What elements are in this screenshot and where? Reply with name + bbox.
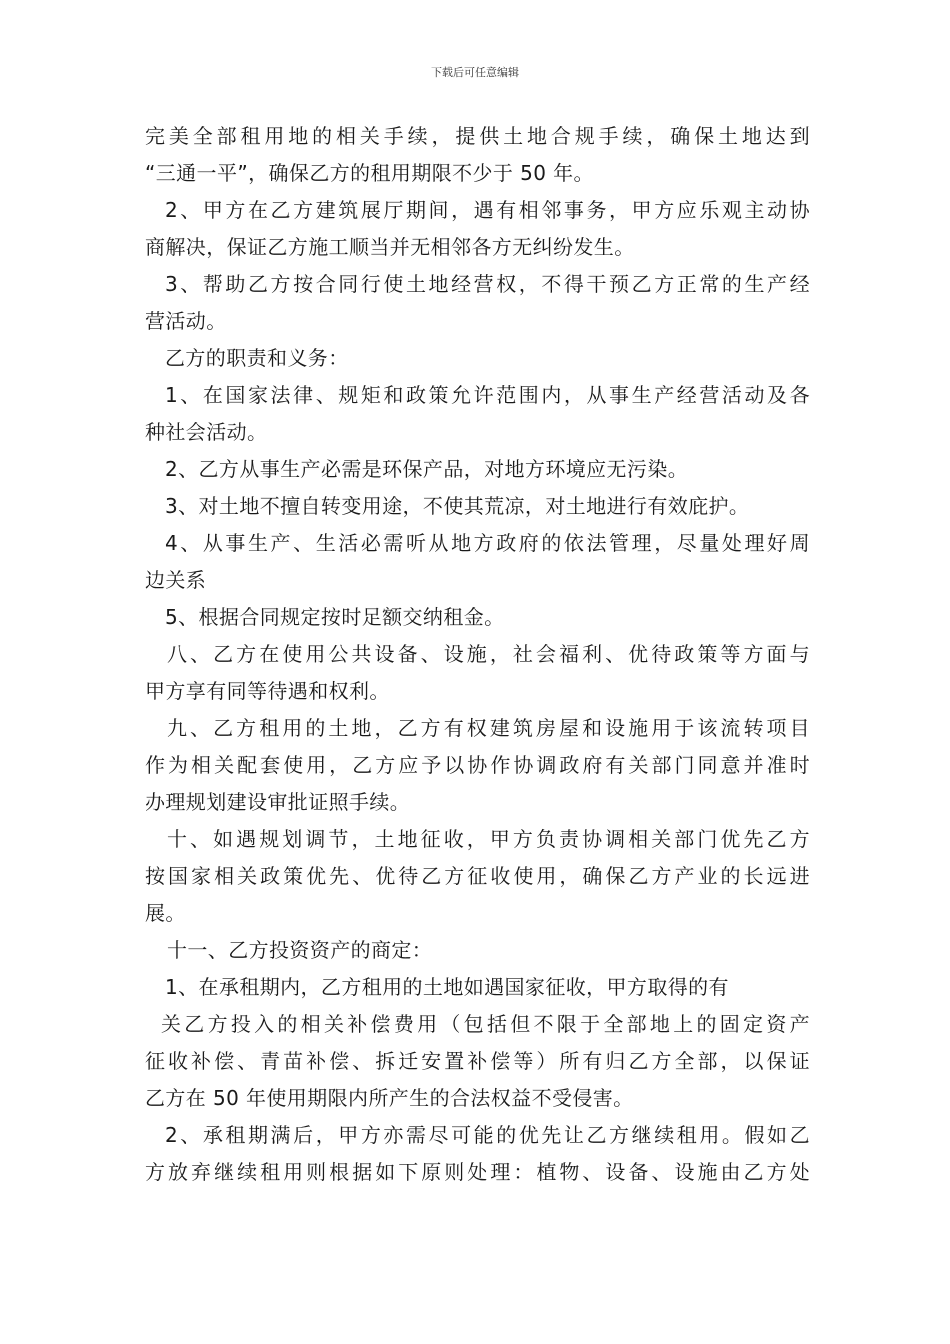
text-line: 展。 [145, 901, 186, 925]
text-line: 乙方在 50 年使用期限内所产生的合法权益不受侵害。 [145, 1086, 634, 1110]
document-body [145, 118, 810, 1191]
text-line: 1、在承租期内，乙方租用的土地如遇国家征收，甲方取得的有 [165, 975, 729, 999]
text-line: “三通一平”，确保乙方的租用期限不少于 50 年。 [145, 161, 594, 185]
text-line: 4、从事生产、生活必需听从地方政府的依法管理，尽量处理好周 [165, 531, 810, 555]
text-line: 作为相关配套使用，乙方应予以协作协调政府有关部门同意并准时 [145, 753, 810, 777]
text-line: 边关系 [145, 568, 207, 592]
text-line: 征收补偿、青苗补偿、拆迁安置补偿等）所有归乙方全部，以保证 [145, 1049, 810, 1073]
text-line: 1、在国家法律、规矩和政策允许范围内，从事生产经营活动及各 [165, 383, 810, 407]
text-line: 按国家相关政策优先、优待乙方征收使用，确保乙方产业的长远进 [145, 864, 810, 888]
text-line: 九、乙方租用的土地，乙方有权建筑房屋和设施用于该流转项目 [167, 716, 810, 740]
text-line: 2、承租期满后，甲方亦需尽可能的优先让乙方继续租用。假如乙 [165, 1123, 810, 1147]
text-line: 3、对土地不擅自转变用途，不使其荒凉，对土地进行有效庇护。 [165, 494, 750, 518]
text-line: 乙方的职责和义务： [165, 346, 349, 370]
text-line: 2、甲方在乙方建筑展厅期间，遇有相邻事务，甲方应乐观主动协 [165, 198, 810, 222]
text-line: 营活动。 [145, 309, 227, 333]
text-line: 种社会活动。 [145, 420, 268, 444]
text-line: 八、乙方在使用公共设备、设施，社会福利、优待政策等方面与 [167, 642, 810, 666]
page-header: 下载后可任意编辑 [431, 66, 519, 79]
text-line: 3、帮助乙方按合同行使土地经营权，不得干预乙方正常的生产经 [165, 272, 810, 296]
text-line: 2、乙方从事生产必需是环保产品，对地方环境应无污染。 [165, 457, 689, 481]
text-line: 十、如遇规划调节，土地征收，甲方负责协调相关部门优先乙方 [167, 827, 810, 851]
text-line: 办理规划建设审批证照手续。 [145, 790, 411, 814]
text-line: 方放弃继续租用则根据如下原则处理：植物、设备、设施由乙方处 [145, 1160, 810, 1184]
text-line: 商解决，保证乙方施工顺当并无相邻各方无纠纷发生。 [145, 235, 635, 259]
text-line: 完美全部租用地的相关手续，提供土地合规手续，确保土地达到 [145, 124, 810, 148]
text-line: 十一、乙方投资资产的商定： [167, 938, 433, 962]
text-line: 5、根据合同规定按时足额交纳租金。 [165, 605, 505, 629]
text-line: 关乙方投入的相关补偿费用（包括但不限于全部地上的固定资产 [161, 1012, 810, 1036]
text-line: 甲方享有同等待遇和权利。 [145, 679, 390, 703]
